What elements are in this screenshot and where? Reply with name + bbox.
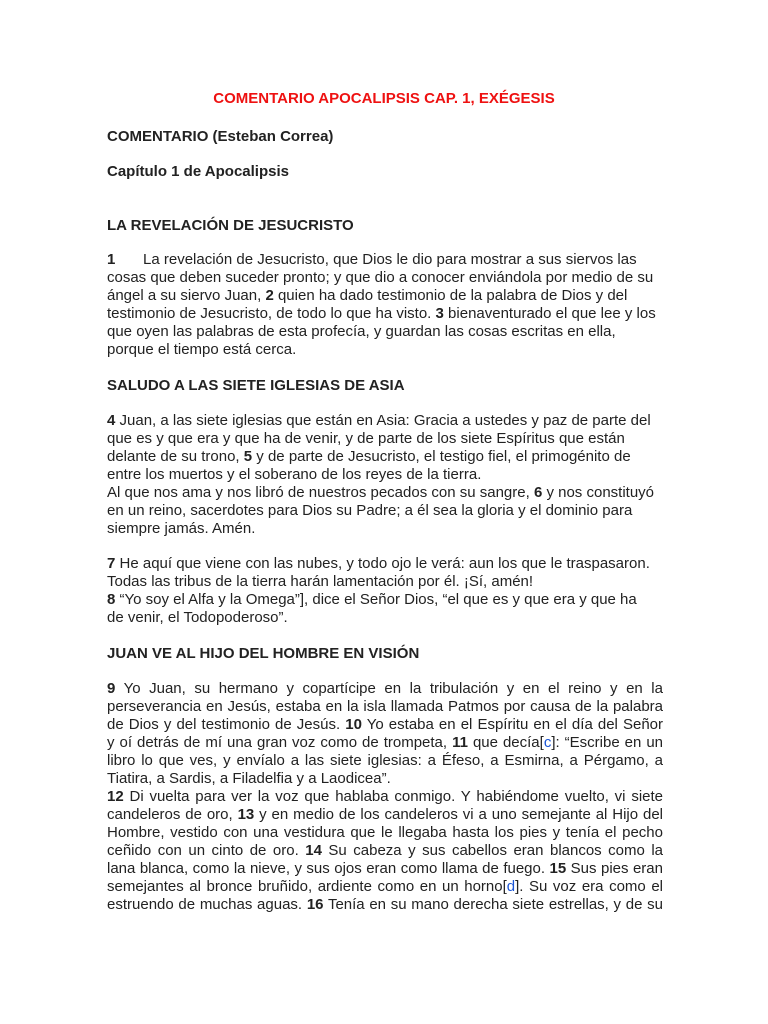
text-line: 8 “Yo soy el Alfa y la Omega”], dice el Señor Dios, “el que es y que era y que ha bbox=[107, 591, 637, 608]
text-line: semejantes al bronce bruñido, ardiente como en un horno[d]. Su voz era como el bbox=[107, 878, 663, 895]
section-heading-vision: JUAN VE AL HIJO DEL HOMBRE EN VISIÓN bbox=[107, 645, 420, 662]
paragraph-verses-9-16 bbox=[107, 680, 663, 914]
text-line: testimonio de Jesucristo, de todo lo que ha visto. 3 bienaventurado el que lee y los bbox=[107, 305, 656, 322]
text-line: 12 Di vuelta para ver la voz que hablaba conmigo. Y habiéndome vuelto, vi siete bbox=[107, 788, 664, 805]
text-line: que es y que era y que ha de venir, y de parte de los siete Espíritus que están bbox=[107, 430, 625, 447]
footnote-link-c[interactable]: c bbox=[543, 734, 552, 751]
verse-number: 15 bbox=[549, 860, 567, 877]
text-line: Hombre, vestido con una vestidura que le llegaba hasta los pies y tenía el pecho bbox=[107, 824, 663, 841]
document-title: COMENTARIO APOCALIPSIS CAP. 1, EXÉGESIS bbox=[213, 90, 555, 107]
verse-number: 2 bbox=[265, 287, 274, 304]
text-line: que oyen las palabras de esta profecía, y guardan las cosas escritas en ella, bbox=[107, 323, 616, 340]
text-line: candeleros de oro, 13 y en medio de los candeleros vi a uno semejante al Hijo del bbox=[107, 806, 663, 823]
verse-number: 16 bbox=[306, 896, 324, 913]
paragraph-verses-4-6 bbox=[107, 412, 663, 538]
text-line: de Dios y del testimonio de Jesús. 10 Yo estaba en el Espíritu en el día del Señor bbox=[107, 716, 664, 733]
text-line: de venir, el Todopoderoso”. bbox=[107, 609, 288, 626]
text-line: 7 He aquí que viene con las nubes, y todo ojo le verá: aun los que le traspasaron. bbox=[107, 555, 650, 572]
text-line: estruendo de muchas aguas. 16 Tenía en su mano derecha siete estrellas, y de su bbox=[107, 896, 663, 913]
text-line: porque el tiempo está cerca. bbox=[107, 341, 297, 358]
verse-number: 14 bbox=[305, 842, 322, 859]
verse-number: 1 bbox=[107, 251, 116, 268]
verse-number: 11 bbox=[452, 734, 468, 751]
text-line: lana blanca, como la nieve, y sus ojos eran como llama de fuego. 15 Sus pies eran bbox=[107, 860, 663, 877]
text-line: Al que nos ama y nos libró de nuestros pecados con su sangre, 6 y nos constituyó bbox=[107, 484, 655, 501]
text-line: siempre jamás. Amén. bbox=[107, 520, 256, 537]
text-line: entre los muertos y el soberano de los reyes de la tierra. bbox=[107, 466, 482, 483]
verse-number: 8 bbox=[107, 591, 116, 608]
verse-number: 10 bbox=[345, 716, 362, 733]
paragraph-verses-1-3 bbox=[107, 251, 663, 359]
text-line: delante de su trono, 5 y de parte de Jesucristo, el testigo fiel, el primogénito de bbox=[107, 448, 631, 465]
text-line: en un reino, sacerdotes para Dios su Padre; a él sea la gloria y el dominio para bbox=[107, 502, 633, 519]
text-line: Tiatira, a Sardis, a Filadelfia y a Laodicea”. bbox=[107, 770, 391, 787]
text-line: ángel a su siervo Juan, 2 quien ha dado testimonio de la palabra de Dios y del bbox=[107, 287, 628, 304]
text-line: libro lo que ves, y envíalo a las siete iglesias: a Éfeso, a Esmirna, a Pérgamo, a bbox=[107, 752, 663, 769]
verse-number: 4 bbox=[107, 412, 116, 429]
text-line: cosas que deben suceder pronto; y que dio a conocer enviándola por medio de su bbox=[107, 269, 654, 286]
author-line: COMENTARIO (Esteban Correa) bbox=[107, 128, 334, 145]
text-line: Todas las tribus de la tierra harán lamentación por él. ¡Sí, amén! bbox=[107, 573, 534, 590]
verse-number: 6 bbox=[533, 484, 543, 501]
verse-number: 13 bbox=[237, 806, 255, 823]
text-line: 4 Juan, a las siete iglesias que están en Asia: Gracia a ustedes y paz de parte del bbox=[107, 412, 651, 429]
verse-number: 7 bbox=[107, 555, 116, 572]
text-line: y oí detrás de mí una gran voz como de trompeta, 11 que decía[c]: “Escribe en un bbox=[107, 734, 664, 751]
verse-number: 3 bbox=[435, 305, 444, 322]
section-heading-greeting: SALUDO A LAS SIETE IGLESIAS DE ASIA bbox=[107, 377, 405, 394]
section-heading-revelation: LA REVELACIÓN DE JESUCRISTO bbox=[107, 217, 354, 234]
chapter-line: Capítulo 1 de Apocalipsis bbox=[107, 163, 289, 180]
text-line: 9 Yo Juan, su hermano y copartícipe en la tribulación y en el reino y en la bbox=[107, 680, 663, 697]
verse-number: 5 bbox=[243, 448, 253, 465]
text-line: ceñido con un cinto de oro. 14 Su cabeza y sus cabellos eran blancos como la bbox=[107, 842, 664, 859]
text-line: 1 La revelación de Jesucristo, que Dios le dio para mostrar a sus siervos las bbox=[107, 251, 637, 268]
verse-number: 12 bbox=[107, 788, 124, 805]
paragraph-verses-7-8 bbox=[107, 555, 663, 627]
verse-number: 9 bbox=[107, 680, 116, 697]
footnote-link-d[interactable]: d bbox=[506, 878, 516, 895]
text-line: perseverancia en Jesús, estaba en la isla llamada Patmos por causa de la palabra bbox=[107, 698, 663, 715]
